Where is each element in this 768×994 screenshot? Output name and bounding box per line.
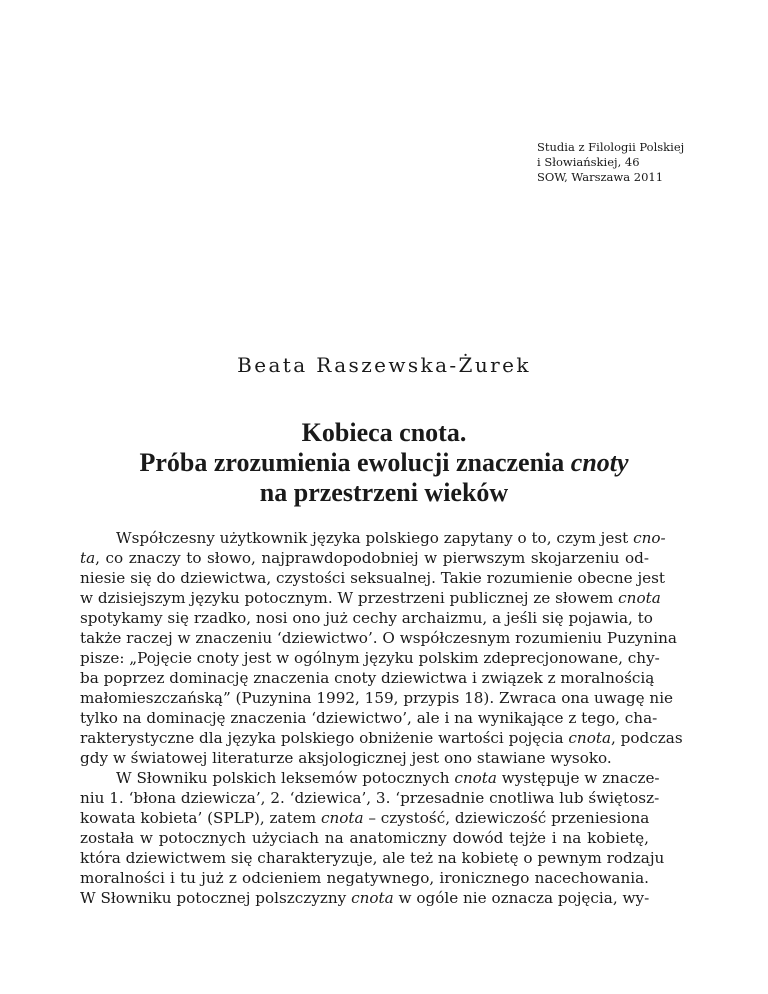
article-title bbox=[0, 418, 768, 508]
text-line bbox=[80, 528, 666, 548]
paragraph-1 bbox=[80, 528, 683, 768]
article-body bbox=[80, 528, 683, 908]
title-line bbox=[0, 448, 768, 478]
line-text: w ogóle nie oznacza pojęcia, wy- bbox=[393, 889, 650, 907]
text-line bbox=[80, 608, 653, 628]
line-text: , podczas bbox=[611, 729, 683, 747]
line-text: niesie się do dziewictwa, czystości seksualnej. Takie rozumienie obecne jest bbox=[80, 569, 666, 587]
line-text: gdy w światowej literaturze aksjologicznej jest ono stawiane wysoko. bbox=[80, 749, 612, 767]
italic-term: ta bbox=[80, 549, 96, 567]
line-text: kowata kobieta’ (SPLP), zatem bbox=[80, 809, 321, 827]
text-line bbox=[80, 548, 649, 568]
line-text: została w potocznych użyciach na anatomiczny dowód tejże i na kobietę, bbox=[80, 829, 649, 847]
text-line bbox=[80, 688, 674, 708]
text-line bbox=[80, 728, 683, 748]
line-text: która dziewictwem się charakteryzuje, ale też na kobietę o pewnym rodzaju bbox=[80, 849, 665, 867]
author-name: Beata Raszewska-Żurek bbox=[237, 353, 531, 377]
text-line bbox=[80, 808, 649, 828]
line-text: spotykamy się rzadko, nosi ono już cechy archaizmu, a jeśli się pojawia, to bbox=[80, 609, 653, 627]
text-line bbox=[80, 628, 677, 648]
italic-term: cno- bbox=[633, 529, 666, 547]
italic-term: cnota bbox=[454, 769, 497, 787]
line-text: także raczej w znaczeniu ‘dziewictwo’. O współczesnym rozumieniu Puzynina bbox=[80, 629, 677, 647]
italic-term: cnota bbox=[320, 809, 364, 827]
series-info bbox=[537, 140, 684, 185]
title-italic-word: cnoty bbox=[570, 448, 629, 477]
text-line bbox=[80, 748, 649, 768]
italic-term: cnota bbox=[351, 889, 394, 907]
text-line bbox=[80, 888, 649, 908]
line-text: tylko na dominację znaczenia ‘dziewictwo’, ale i na wynikające z tego, cha- bbox=[80, 709, 658, 727]
title-line: na przestrzeni wieków bbox=[259, 478, 509, 507]
text-line bbox=[80, 768, 660, 788]
text-line bbox=[80, 848, 665, 868]
text-line bbox=[80, 588, 661, 608]
italic-term: cnota bbox=[618, 589, 661, 607]
paragraph-2 bbox=[80, 768, 665, 908]
series-info-line: i Słowiańskiej, 46 bbox=[537, 155, 640, 169]
line-text: pisze: „Pojęcie cnoty jest w ogólnym języku polskim zdeprecjonowane, chy- bbox=[80, 649, 660, 667]
title-line-text: Próba zrozumienia ewolucji znaczenia bbox=[139, 448, 571, 477]
line-text: – czystość, dziewiczość przeniesiona bbox=[363, 809, 650, 827]
text-line bbox=[80, 708, 658, 728]
text-line bbox=[80, 828, 649, 848]
line-text: małomieszczańską” (Puzynina 1992, 159, przypis 18). Zwraca ona uwagę nie bbox=[80, 689, 674, 707]
italic-term: cnota bbox=[568, 729, 612, 747]
line-text: W Słowniku polskich leksemów potocznych bbox=[116, 769, 455, 787]
text-line bbox=[80, 868, 649, 888]
text-line bbox=[80, 648, 660, 668]
line-text: występuje w znacze- bbox=[496, 769, 660, 787]
line-text: , co znaczy to słowo, najprawdopodobniej w pierwszym skojarzeniu od- bbox=[95, 549, 649, 567]
title-line: Kobieca cnota. bbox=[301, 418, 467, 447]
text-line bbox=[80, 788, 660, 808]
line-text: w dzisiejszym języku potocznym. W przestrzeni publicznej ze słowem bbox=[80, 589, 619, 607]
series-info-line: Studia z Filologii Polskiej bbox=[537, 140, 685, 154]
text-line bbox=[80, 568, 666, 588]
line-text: niu 1. ‘błona dziewicza’, 2. ‘dziewica’, 3. ‘przesadnie cnotliwa lub świętosz- bbox=[80, 789, 660, 807]
line-text: W Słowniku potocznej polszczyzny bbox=[80, 889, 352, 907]
text-line bbox=[80, 668, 655, 688]
line-text: moralności i tu już z odcieniem negatywnego, ironicznego nacechowania. bbox=[80, 869, 649, 887]
series-info-line: SOW, Warszawa 2011 bbox=[537, 170, 664, 184]
line-text: Współczesny użytkownik języka polskiego zapytany o to, czym jest bbox=[116, 529, 634, 547]
line-text: rakterystyczne dla języka polskiego obniżenie wartości pojęcia bbox=[80, 729, 569, 747]
line-text: ba poprzez dominację znaczenia cnoty dziewictwa i związek z moralnością bbox=[80, 669, 655, 687]
